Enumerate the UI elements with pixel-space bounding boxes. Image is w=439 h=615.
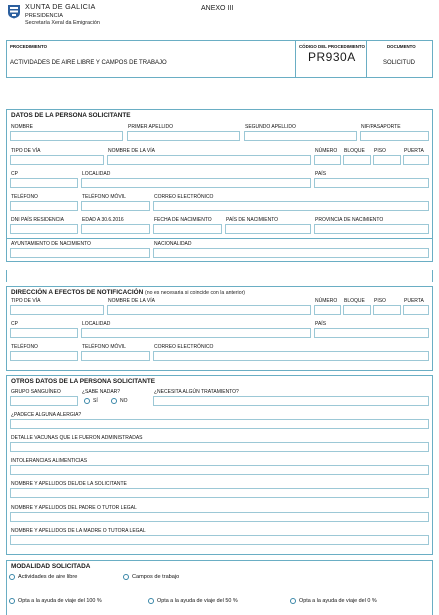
notification-note: (no es necesaria si coincide con la anterior) [144,290,246,296]
label-correo: CORREO ELECTRÓNICO [154,344,214,350]
procedure-value: ACTIVIDADES DE AIRE LIBRE Y CAMPOS DE TRABAJO [10,60,167,66]
alergia-input[interactable] [10,419,429,429]
notif-puerta-input[interactable] [403,305,429,315]
nombre-madre-input[interactable] [10,535,429,545]
label-nacionalidad: NACIONALIDAD [154,241,192,247]
document-label: DOCUMENTO [387,44,416,49]
segundo-apellido-input[interactable] [244,131,357,141]
bloque-input[interactable] [343,155,371,165]
label-pais-nac: PAÍS DE NACIMIENTO [226,217,279,223]
puerta-input[interactable] [403,155,429,165]
label-puerta: PUERTA [404,148,424,154]
org-name: XUNTA DE GALICIA [25,2,96,11]
section-title: DATOS DE LA PERSONA SOLICITANTE [11,112,131,119]
label-primer-apellido: PRIMER APELLIDO [128,124,174,130]
label-pais: PAÍS [315,171,327,177]
modality-section [6,560,433,615]
nadar-si-radio[interactable] [84,398,90,404]
label-dni-pais: DNI PAÍS RESIDENCIA [11,217,64,223]
notif-cp-input[interactable] [10,328,78,338]
ayuda-50-radio[interactable] [148,598,154,604]
label-nombre-padre: NOMBRE Y APELLIDOS DEL PADRE O TUTOR LEGAL [11,505,137,511]
tipo-via-input[interactable] [10,155,104,165]
primer-apellido-input[interactable] [127,131,240,141]
ayuda-0-radio[interactable] [290,598,296,604]
label-cp: CP [11,321,18,327]
label-nombre-solicitante: NOMBRE Y APELLIDOS DEL/DE LA SOLICITANTE [11,481,127,487]
label-intolerancias: INTOLERANCIAS ALIMENTICIAS [11,458,88,464]
label-correo: CORREO ELECTRÓNICO [154,194,214,200]
label-numero: NÚMERO [315,298,338,304]
tratamiento-input[interactable] [153,396,429,406]
notif-pais-input[interactable] [314,328,429,338]
campos-trabajo-radio[interactable] [123,574,129,580]
nombre-input[interactable] [10,131,123,141]
nacionalidad-input[interactable] [153,248,429,258]
nadar-no-radio[interactable] [111,398,117,404]
notif-bloque-input[interactable] [343,305,371,315]
cp-input[interactable] [10,178,78,188]
aire-libre-radio[interactable] [9,574,15,580]
org-subunit: Secretaría Xeral da Emigración [25,20,100,26]
label-nadar: ¿SABE NADAR? [82,389,121,395]
pais-nac-input[interactable] [225,224,311,234]
label-cp: CP [11,171,18,177]
notif-nombre-via-input[interactable] [107,305,311,315]
label-fecha-nac: FECHA DE NACIMIENTO [154,217,212,223]
representation-section [6,270,433,282]
notif-telefono-movil-input[interactable] [81,351,150,361]
nadar-no-label: NO [120,398,128,404]
nombre-solicitante-input[interactable] [10,488,429,498]
label-edad: EDAD A 30.6.2016 [82,217,124,223]
label-pais: PAÍS [315,321,327,327]
label-telefono: TELÉFONO [11,194,38,200]
label-bloque: BLOQUE [344,298,365,304]
numero-input[interactable] [314,155,341,165]
label-vacunas: DETALLE VACUNAS QUE LE FUERON ADMINISTRADAS [11,435,143,441]
section-title [11,289,245,296]
divider [366,40,367,78]
fecha-nac-input[interactable] [153,224,222,234]
notif-telefono-input[interactable] [10,351,78,361]
telefono-input[interactable] [10,201,78,211]
label-tratamiento: ¿NECESITA ALGÚN TRATAMIENTO? [154,389,239,395]
dni-pais-input[interactable] [10,224,78,234]
edad-input[interactable] [81,224,150,234]
org-unit: PRESIDENCIA [25,13,63,19]
section-title: OTROS DATOS DE LA PERSONA SOLICITANTE [11,378,156,385]
label-grupo: GRUPO SANGUÍNEO [11,389,61,395]
label-telefono: TELÉFONO [11,344,38,350]
nadar-si-label: SÍ [93,398,98,404]
label-localidad: LOCALIDAD [82,321,111,327]
grupo-input[interactable] [10,396,78,406]
label-tipo-via: TIPO DE VÍA [11,298,41,304]
notif-localidad-input[interactable] [81,328,311,338]
label-segundo-apellido: SEGUNDO APELLIDO [245,124,296,130]
document-value: SOLICITUD [383,60,416,66]
correo-input[interactable] [153,201,429,211]
ayuda-50-label: Opta a la ayuda de viaje del 50 % [157,598,238,604]
localidad-input[interactable] [81,178,311,188]
ayuda-0-label: Opta a la ayuda de viaje del 0 % [299,598,377,604]
label-bloque: BLOQUE [344,148,365,154]
notification-title: DIRECCIÓN A EFECTOS DE NOTIFICACIÓN [11,289,144,296]
label-nif: NIF/PASAPORTE [361,124,401,130]
label-piso: PISO [374,298,386,304]
label-telefono-movil: TELÉFONO MÓVIL [82,194,126,200]
campos-trabajo-label: Campos de trabajo [132,574,180,580]
ayuda-100-radio[interactable] [9,598,15,604]
procedure-label: PROCEDIMIENTO [10,44,47,49]
label-piso: PISO [374,148,386,154]
label-puerta: PUERTA [404,298,424,304]
ayto-nac-input[interactable] [10,248,150,258]
section-title: MODALIDAD SOLICITADA [11,563,91,570]
vacunas-input[interactable] [10,442,429,452]
ayuda-100-label: Opta a la ayuda de viaje del 100 % [18,598,102,604]
annex-label: ANEXO III [201,5,234,12]
procedure-box [6,40,433,78]
nombre-padre-input[interactable] [10,512,429,522]
notif-piso-input[interactable] [373,305,401,315]
label-tipo-via: TIPO DE VÍA [11,148,41,154]
label-nombre: NOMBRE [11,124,33,130]
intolerancias-input[interactable] [10,465,429,475]
label-nombre-via: NOMBRE DE LA VÍA [108,148,155,154]
xunta-logo-icon [7,4,21,19]
label-numero: NÚMERO [315,148,338,154]
label-ayto-nac: AYUNTAMIENTO DE NACIMIENTO [11,241,91,247]
telefono-movil-input[interactable] [81,201,150,211]
aire-libre-label: Actividades de aire libre [18,574,78,580]
label-localidad: LOCALIDAD [82,171,111,177]
label-telefono-movil: TELÉFONO MÓVIL [82,344,126,350]
notif-tipo-via-input[interactable] [10,305,104,315]
piso-input[interactable] [373,155,401,165]
provincia-nac-input[interactable] [314,224,429,234]
nombre-via-input[interactable] [107,155,311,165]
procedure-code: PR930A [308,50,356,64]
label-alergia: ¿PADECE ALGUNA ALERGIA? [11,412,82,418]
label-nombre-madre: NOMBRE Y APELLIDOS DE LA MADRE O TUTORA LEGAL [11,528,146,534]
pais-input[interactable] [314,178,429,188]
label-nombre-via: NOMBRE DE LA VÍA [108,298,155,304]
nif-input[interactable] [360,131,429,141]
notif-numero-input[interactable] [314,305,341,315]
code-label: CÓDIGO DEL PROCEDIMIENTO [299,44,365,49]
label-provincia-nac: PROVINCIA DE NACIMIENTO [315,217,384,223]
notif-correo-input[interactable] [153,351,429,361]
divider [295,40,296,78]
